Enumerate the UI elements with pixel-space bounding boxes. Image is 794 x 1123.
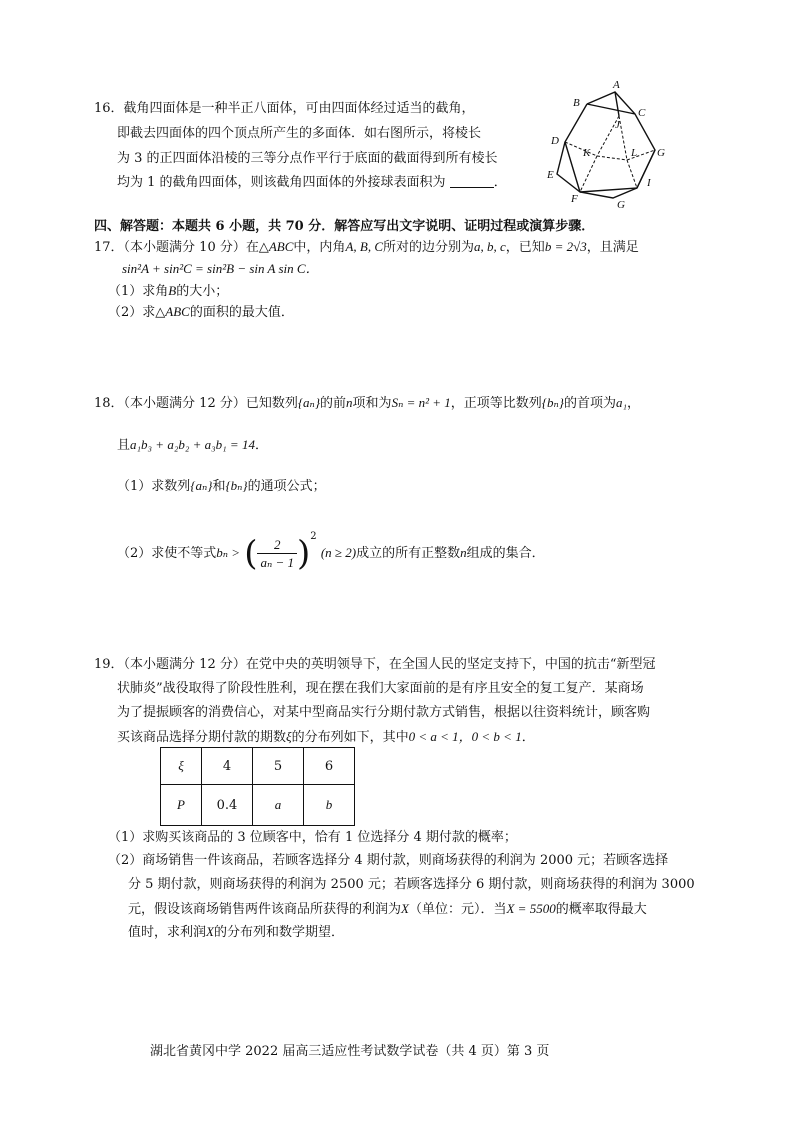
q18-line2-c: ． [254, 438, 268, 453]
q19-sub2-l3-a: 元，假设该商场销售两件该商品所获得的利润为 [128, 902, 402, 917]
q16-line-1: 16．截角四面体是一种半正八面体，可由四面体经过适当的截角， [94, 101, 475, 116]
q18-frac-den: aₙ − 1 [260, 555, 295, 570]
q19-sub-2-line-3 [128, 899, 647, 920]
q19-sub2-l3-c: （单位：元）．当 [408, 902, 507, 917]
q18-line2-equation: a₁b₃ + a₂b₂ + a₃b₁ = 14 [130, 437, 255, 452]
q18-text-e: 项和为 [352, 396, 392, 411]
q19-line4-a: 买该商品选择分期付款的期数 [117, 730, 287, 745]
q17-sub2-c: 的面积的最大值． [189, 305, 294, 320]
q16-line-2: 即截去四面体的四个顶点所产生的多面体．如右图所示，将棱长 [117, 126, 482, 141]
q17-sub2-a: （2）求 [108, 305, 156, 320]
q18-text-g: ，正项等比数列 [450, 396, 542, 411]
answer-blank [450, 173, 494, 188]
q17-math-triangle: △ABC [258, 239, 294, 254]
q17-sub1-c: 的大小； [176, 284, 229, 299]
q18-math-n: n [346, 395, 353, 410]
q18-frac-num: 2 [257, 536, 297, 554]
q19-line-1: 19．（本小题满分 12 分）在党中央的英明领导下，在全国人民的坚定支持下，中国的抗击“新型冠 [94, 657, 656, 672]
hidden-edge-KL [597, 156, 627, 160]
q16-period: ． [493, 175, 507, 190]
q18-fraction [257, 536, 297, 571]
table-cell: 0.4 [202, 785, 253, 826]
q17-sub2-b: △ABC [155, 304, 190, 319]
label-K: K [583, 147, 591, 159]
q18-sub2-bn: bₙ > [216, 545, 241, 560]
table-cell: 6 [304, 748, 355, 785]
q19-line4-e: ． [521, 730, 535, 745]
label-J: J [615, 119, 620, 131]
q17-math-sides: a, b, c [474, 239, 506, 254]
q18-sub1-c: 和 [212, 479, 226, 494]
q19-line4-xi: ξ [286, 729, 292, 744]
label-G-bottom: G [617, 199, 625, 211]
q17-text-a: 17．（本小题满分 10 分）在 [94, 240, 259, 255]
label-B: B [573, 97, 580, 109]
q19-sub2-l4-x: X [206, 924, 214, 939]
left-paren: ( [244, 533, 258, 574]
label-L: L [631, 147, 638, 159]
table-cell: P [161, 785, 202, 826]
q19-sub2-l3-eq: X = 5500 [506, 901, 556, 916]
q16-line-4-text: 均为 1 的截角四面体，则该截角四面体的外接球表面积为 [117, 175, 446, 190]
q17-math-b-value: b = 2√3 [544, 239, 587, 254]
q19-sub-2-line-4 [128, 922, 344, 943]
q17-text-e: 所对的边分别为 [383, 240, 475, 255]
q19-sub2-l4-c: 的分布列和数学期望． [213, 925, 344, 940]
distribution-table [160, 747, 355, 826]
truncated-tetrahedron-figure [535, 76, 675, 211]
q17-sub-1 [108, 281, 228, 302]
q17-sub1-b: B [168, 283, 177, 298]
q18-sub-2 [117, 515, 545, 576]
label-C: C [638, 107, 646, 119]
q19-sub-1: （1）求购买该商品的 3 位顾客中，恰有 1 位选择分 4 期付款的概率； [108, 830, 517, 845]
q18-math-sn: Sₙ = n² + 1 [391, 395, 451, 410]
label-G: G [657, 147, 665, 159]
table-row [161, 785, 355, 826]
edge-DE [565, 142, 580, 192]
label-I: I [647, 177, 651, 189]
q17-sub1-a: （1）求角 [108, 284, 169, 299]
q19-line4-c: 的分布列如下，其中 [291, 730, 409, 745]
q17-sub-2 [108, 302, 294, 323]
q18-sub2-a: （2）求使不等式 [117, 546, 217, 561]
q18-exponent: 2 [310, 531, 317, 542]
q16-line-3: 为 3 的正四面体沿棱的三等分点作平行于底面的截面得到所有棱长 [117, 151, 498, 166]
table-cell: ξ [161, 748, 202, 785]
hidden-edge-KE [580, 156, 597, 192]
table-cell: 4 [202, 748, 253, 785]
q18-line-1 [94, 393, 640, 414]
q18-line-2 [117, 435, 268, 456]
page-footer: 湖北省黄冈中学 2022 届高三适应性考试数学试卷（共 4 页）第 3 页 [150, 1044, 550, 1059]
q18-text-c: 的前 [320, 396, 347, 411]
q17-text-c: 中，内角 [293, 240, 346, 255]
label-D: D [551, 135, 559, 147]
q18-sub1-e: 的通项公式； [247, 479, 326, 494]
q17-condition: sin²A + sin²C = sin²B − sin A sin C． [122, 261, 319, 276]
q18-sub1-an: {aₙ} [190, 478, 213, 493]
table-cell: 5 [253, 748, 304, 785]
q18-sub2-condition: (n ≥ 2) [320, 545, 357, 560]
q18-sub2-n: n [460, 545, 467, 560]
q19-sub2-l4-a: 值时，求利润 [128, 925, 207, 940]
q18-sub1-bn: {bₙ} [225, 478, 248, 493]
q18-sub2-f: 组成的集合． [466, 546, 545, 561]
q17-line-1 [94, 237, 639, 258]
q19-sub-2-line-2: 分 5 期付款，则商场获得的利润为 2500 元；若顾客选择分 6 期付款，则商场获得的利润为 3000 [128, 877, 695, 892]
q18-text-i: 的首项为 [563, 396, 616, 411]
q18-text-a: 18．（本小题满分 12 分）已知数列 [94, 396, 298, 411]
q18-text-k: ， [627, 396, 641, 411]
table-cell: b [304, 785, 355, 826]
q18-line2-a: 且 [117, 438, 131, 453]
table-cell: a [253, 785, 304, 826]
q17-math-angles: A, B, C [345, 239, 383, 254]
q19-line-4 [117, 727, 535, 748]
q18-math-bn: {bₙ} [541, 395, 564, 410]
q19-sub2-l3-e: 的概率取得最大 [555, 902, 647, 917]
hidden-edge-LI [627, 160, 637, 188]
q19-line-3: 为了提振顾客的消费信心，对某中型商品实行分期付款方式销售，根据以往资料统计，顾客购 [117, 705, 651, 720]
right-paren: ) [297, 533, 311, 574]
q19-sub-2-line-1: （2）商场销售一件该商品，若顾客选择分 4 期付款，则商场获得的利润为 2000 元；若顾客选择 [108, 853, 669, 868]
q18-sub2-d: 成立的所有正整数 [356, 546, 461, 561]
hidden-edge-JL [619, 116, 627, 160]
q18-math-a1: a₁ [615, 395, 628, 410]
q19-sub2-l3-x: X [401, 901, 409, 916]
section-4-heading: 四、解答题：本题共 6 小题，共 70 分．解答应写出文字说明、证明过程或演算步骤． [94, 219, 595, 234]
hidden-edge-DK [565, 142, 597, 156]
q19-line4-range: 0 < a < 1，0 < b < 1 [408, 729, 522, 744]
label-E: E [547, 169, 554, 181]
q17-text-g: ，已知 [505, 240, 545, 255]
q18-sub1-a: （1）求数列 [117, 479, 191, 494]
label-A: A [613, 79, 620, 91]
q16-line-4 [117, 173, 507, 193]
q18-sub-1 [117, 476, 326, 497]
q17-text-i: ，且满足 [586, 240, 639, 255]
q19-line-2: 状肺炎”战役取得了阶段性胜利，现在摆在我们大家面前的是有序且安全的复工复产．某商场 [117, 681, 644, 696]
edge-IG [637, 150, 655, 188]
q18-math-an: {aₙ} [297, 395, 321, 410]
table-header-row [161, 748, 355, 785]
label-F: F [571, 193, 578, 205]
